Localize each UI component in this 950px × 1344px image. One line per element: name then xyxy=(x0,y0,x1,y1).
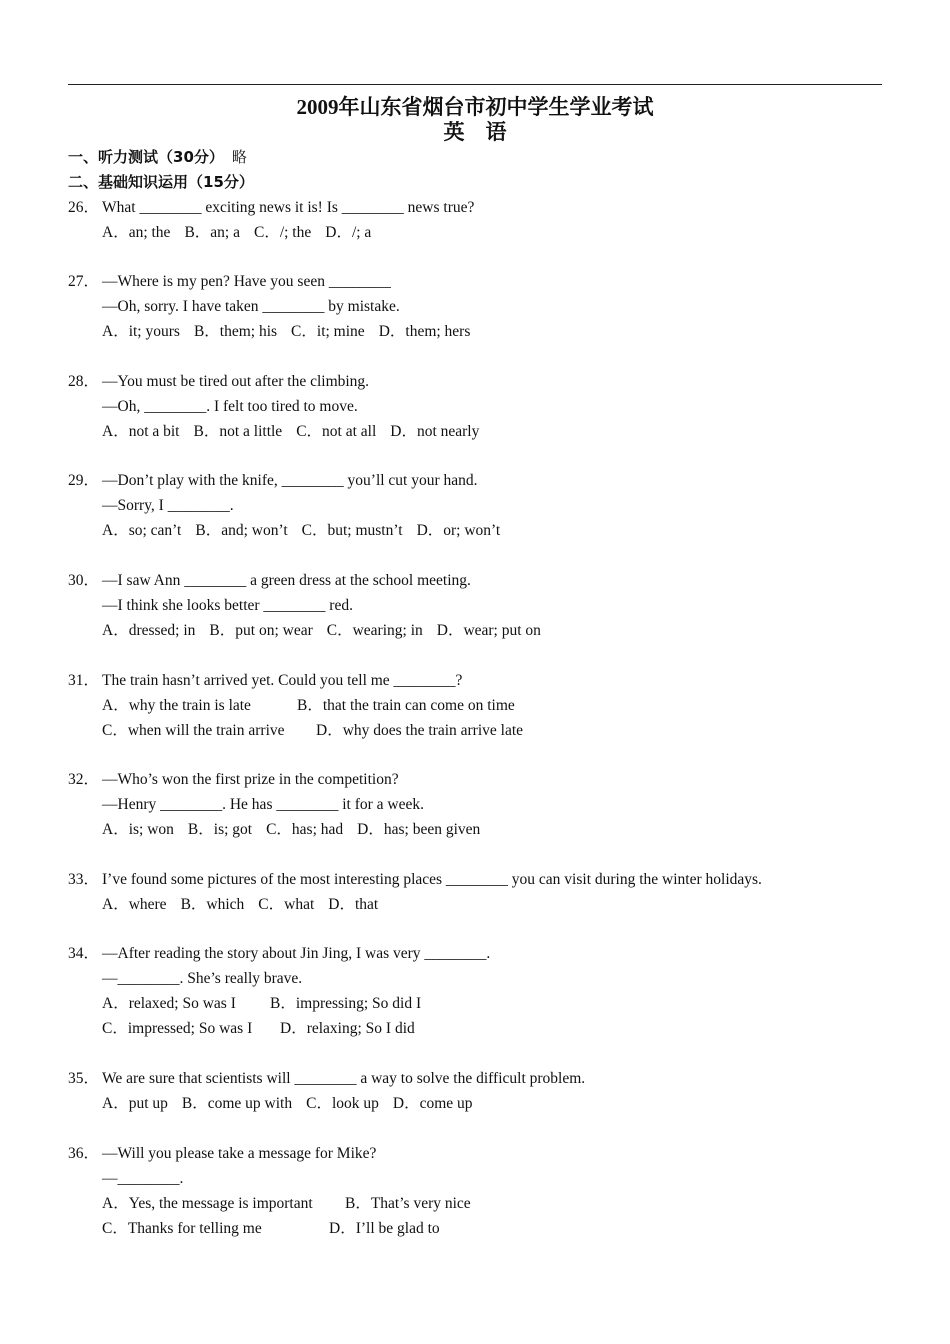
answer-option[interactable]: B．and; won’t xyxy=(195,522,288,539)
question-number: 31． xyxy=(68,672,100,689)
question-number: 30． xyxy=(68,572,100,589)
option-row xyxy=(102,521,514,541)
question-text: —After reading the story about Jin Jing, I was very ________. xyxy=(102,945,491,962)
answer-option[interactable]: A．is; won xyxy=(102,821,174,838)
question-number: 27． xyxy=(68,273,100,290)
answer-option[interactable]: B．not a little xyxy=(193,423,283,440)
question-number: 35． xyxy=(68,1070,100,1087)
answer-option[interactable]: C．it; mine xyxy=(291,323,365,340)
subject-title: 英 语 xyxy=(443,120,507,144)
answer-option[interactable]: A．so; can’t xyxy=(102,522,182,539)
question-number: 26． xyxy=(68,199,100,216)
answer-option[interactable]: D．wear; put on xyxy=(436,622,541,639)
answer-option[interactable]: C．/; the xyxy=(253,224,312,241)
answer-option[interactable]: A．not a bit xyxy=(102,423,180,440)
option-row xyxy=(102,322,484,342)
question-text: —Where is my pen? Have you seen ________ xyxy=(102,273,391,290)
answer-option[interactable]: A．Yes, the message is important xyxy=(102,1195,313,1212)
answer-option[interactable]: C．impressed; So was I xyxy=(102,1020,253,1037)
exam-title: 2009年山东省烟台市初中学生学业考试 xyxy=(296,95,654,119)
answer-option[interactable]: A．it; yours xyxy=(102,323,180,340)
question-text: —You must be tired out after the climbing. xyxy=(102,373,370,390)
question-text: —________. xyxy=(102,1170,184,1187)
option-row xyxy=(102,422,493,442)
question-text: —Who’s won the first prize in the competition? xyxy=(102,771,399,788)
answer-option[interactable]: B．impressing; So did I xyxy=(270,995,422,1012)
option-row xyxy=(102,820,494,840)
question-number: 34． xyxy=(68,945,100,962)
answer-option[interactable]: D．not nearly xyxy=(390,423,480,440)
answer-option[interactable]: B．that the train can come on time xyxy=(297,697,515,714)
answer-option[interactable]: D．come up xyxy=(392,1095,473,1112)
answer-option[interactable]: B．come up with xyxy=(181,1095,293,1112)
header-rule xyxy=(68,84,882,85)
answer-option[interactable]: B．put on; wear xyxy=(209,622,313,639)
question-text: —I think she looks better ________ red. xyxy=(102,597,353,614)
question-number: 33． xyxy=(68,871,100,888)
answer-option[interactable]: C．when will the train arrive xyxy=(102,722,285,739)
option-row xyxy=(102,1094,487,1114)
answer-option[interactable]: A．where xyxy=(102,896,167,913)
question-text: —I saw Ann ________ a green dress at the school meeting. xyxy=(102,572,471,589)
answer-option[interactable]: C．has; had xyxy=(266,821,344,838)
answer-option[interactable]: D．or; won’t xyxy=(416,522,501,539)
answer-option[interactable]: B．That’s very nice xyxy=(345,1195,471,1212)
question-text: What ________ exciting news it is! Is ________ news true? xyxy=(102,199,475,216)
answer-option[interactable]: A．relaxed; So was I xyxy=(102,995,236,1012)
question-number: 36． xyxy=(68,1145,100,1162)
answer-option[interactable]: D．I’ll be glad to xyxy=(329,1220,440,1237)
question-text: The train hasn’t arrived yet. Could you tell me ________? xyxy=(102,672,463,689)
answer-option[interactable]: A．why the train is late xyxy=(102,697,251,714)
question-number: 29． xyxy=(68,472,100,489)
answer-option[interactable]: A．an; the xyxy=(102,224,171,241)
answer-option[interactable]: A．put up xyxy=(102,1095,168,1112)
answer-option[interactable]: B．an; a xyxy=(184,224,240,241)
answer-option[interactable]: C．not at all xyxy=(296,423,377,440)
answer-option[interactable]: C．but; mustn’t xyxy=(301,522,403,539)
answer-option[interactable]: B．is; got xyxy=(187,821,253,838)
question-text: —Henry ________. He has ________ it for a week. xyxy=(102,796,424,813)
option-row xyxy=(102,223,385,243)
answer-option[interactable]: D．relaxing; So I did xyxy=(280,1020,415,1037)
question-text: —Sorry, I ________. xyxy=(102,497,234,514)
section-listening xyxy=(68,147,247,167)
question-text: I’ve found some pictures of the most interesting places ________ you can visit during the winter holidays. xyxy=(102,871,762,888)
answer-option[interactable]: D．/; a xyxy=(325,224,372,241)
answer-option[interactable]: C．Thanks for telling me xyxy=(102,1220,262,1237)
option-row xyxy=(102,895,392,915)
answer-option[interactable]: D．has; been given xyxy=(357,821,481,838)
answer-option[interactable]: B．which xyxy=(180,896,245,913)
answer-option[interactable]: C．wearing; in xyxy=(326,622,423,639)
answer-option[interactable]: C．what xyxy=(258,896,315,913)
question-number: 32． xyxy=(68,771,100,788)
question-text: —Don’t play with the knife, ________ you’ll cut your hand. xyxy=(102,472,478,489)
question-text: —Oh, ________. I felt too tired to move. xyxy=(102,398,358,415)
section-note: 略 xyxy=(231,148,247,166)
question-number: 28． xyxy=(68,373,100,390)
section-basic-knowledge xyxy=(68,172,254,192)
answer-option[interactable]: A．dressed; in xyxy=(102,622,196,639)
option-row xyxy=(102,621,555,641)
question-text: —________. She’s really brave. xyxy=(102,970,303,987)
question-text: We are sure that scientists will ________ a way to solve the difficult problem. xyxy=(102,1070,586,1087)
question-text: —Will you please take a message for Mike? xyxy=(102,1145,377,1162)
question-text: —Oh, sorry. I have taken ________ by mistake. xyxy=(102,298,400,315)
answer-option[interactable]: D．them; hers xyxy=(378,323,471,340)
section-label: 二、基础知识运用（15分） xyxy=(68,173,254,191)
section-label: 一、听力测试（30分） xyxy=(68,148,224,166)
answer-option[interactable]: D．why does the train arrive late xyxy=(316,722,524,739)
answer-option[interactable]: B．them; his xyxy=(193,323,278,340)
answer-option[interactable]: D．that xyxy=(328,896,379,913)
answer-option[interactable]: C．look up xyxy=(306,1095,379,1112)
